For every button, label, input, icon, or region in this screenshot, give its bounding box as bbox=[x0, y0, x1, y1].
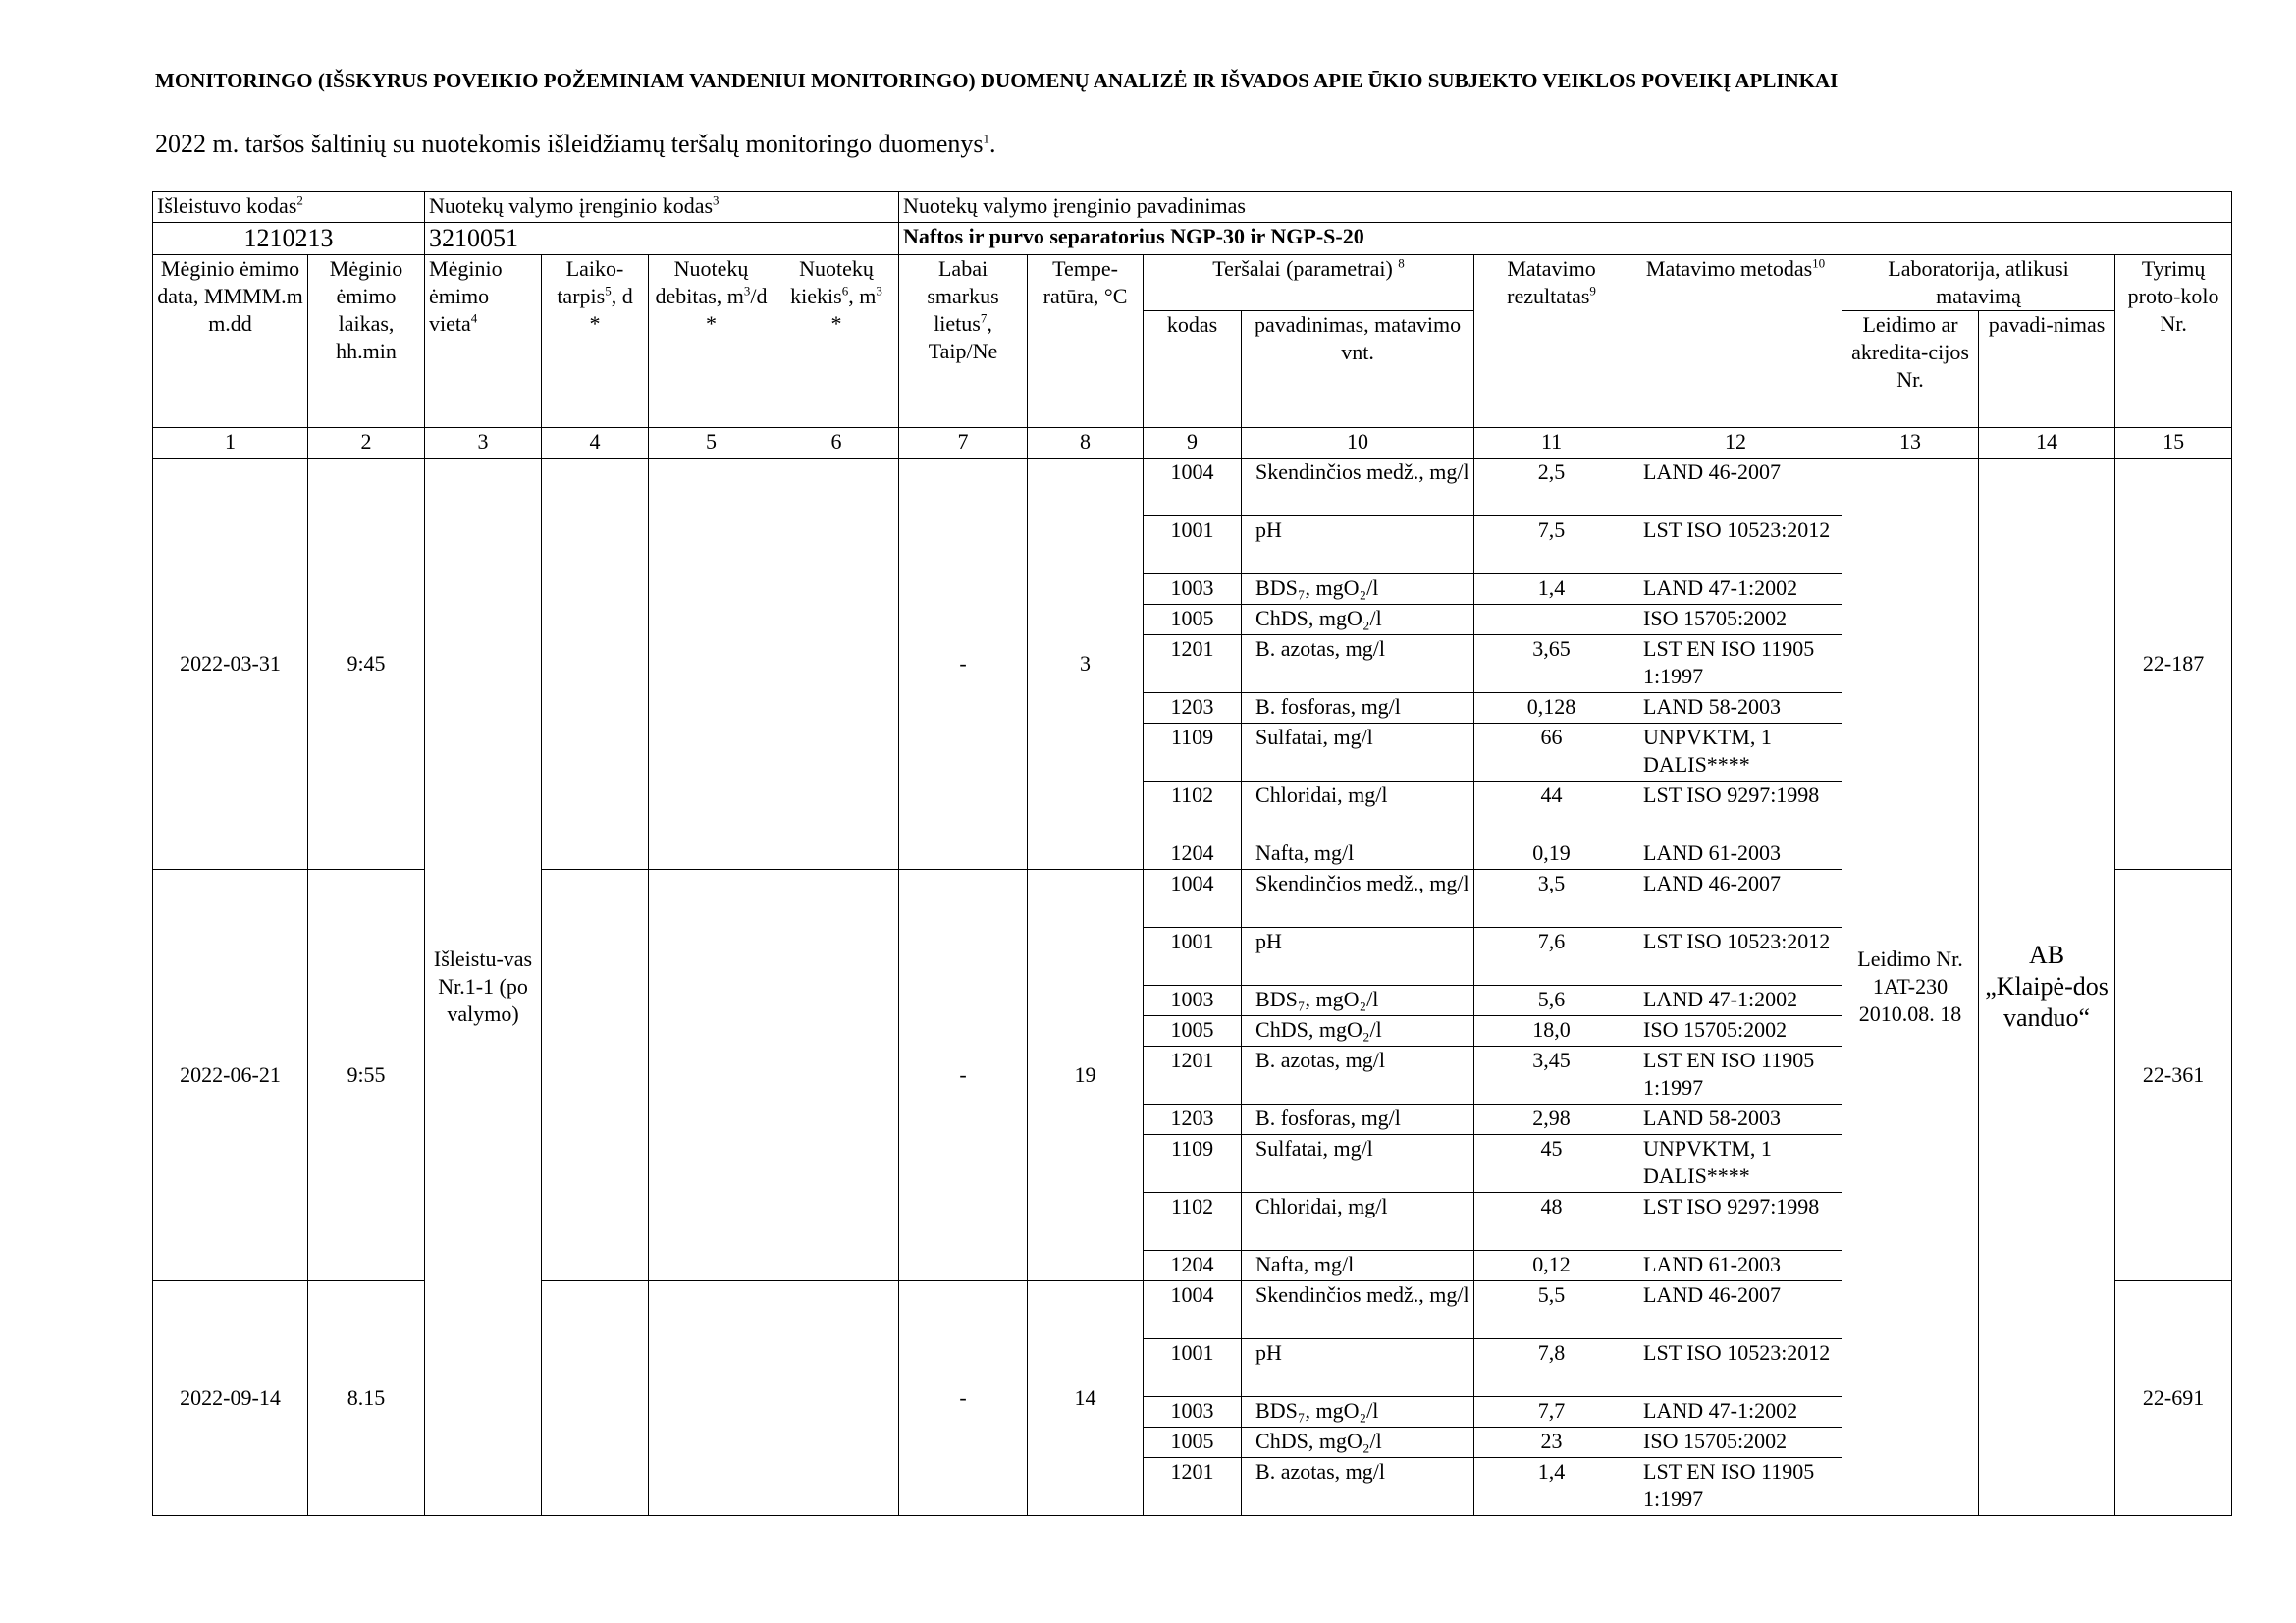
pollutant-code: 1005 bbox=[1144, 605, 1242, 635]
measurement-method: LST EN ISO 11905 1:1997 bbox=[1629, 1047, 1842, 1105]
sample-date: 2022-09-14 bbox=[153, 1281, 308, 1516]
pollutant-code: 1109 bbox=[1144, 724, 1242, 782]
pollutant-code: 1203 bbox=[1144, 693, 1242, 724]
pollutant-name: B. azotas, mg/l bbox=[1242, 1047, 1474, 1105]
pollutant-code: 1003 bbox=[1144, 986, 1242, 1016]
pollutant-code: 1201 bbox=[1144, 1047, 1242, 1105]
header-lab-group: Laboratorija, atlikusi matavimą bbox=[1842, 255, 2115, 311]
amount-cell bbox=[774, 870, 899, 1281]
measurement-method: LAND 46-2007 bbox=[1629, 459, 1842, 516]
pollutant-code: 1003 bbox=[1144, 1397, 1242, 1428]
pollutant-name: ChDS, mgO₂/l bbox=[1242, 1016, 1474, 1047]
column-number-cell: 8 bbox=[1028, 428, 1144, 459]
measurement-method: LST ISO 9297:1998 bbox=[1629, 1193, 1842, 1251]
header-row bbox=[153, 255, 2232, 311]
pollutant-code: 1102 bbox=[1144, 1193, 1242, 1251]
header-method: Matavimo metodas$^{10}$ bbox=[1629, 255, 1842, 428]
measurement-method: LST ISO 10523:2012 bbox=[1629, 1339, 1842, 1397]
pollutant-name: BDS₇, mgO₂/l bbox=[1242, 574, 1474, 605]
header-amount: Nuotekų kiekis$^6$, $m^3$ * bbox=[774, 255, 899, 428]
measurement-method: LAND 47-1:2002 bbox=[1629, 574, 1842, 605]
column-number-cell: 9 bbox=[1144, 428, 1242, 459]
measurement-method: LST ISO 9297:1998 bbox=[1629, 782, 1842, 839]
measurement-method: LST ISO 10523:2012 bbox=[1629, 516, 1842, 574]
measurement-result: 48 bbox=[1474, 1193, 1629, 1251]
heavy-rain: - bbox=[899, 870, 1028, 1281]
pollutant-name: Chloridai, mg/l bbox=[1242, 1193, 1474, 1251]
measurement-result: 2,98 bbox=[1474, 1105, 1629, 1135]
lab-permit: Leidimo Nr. 1AT-230 2010.08. 18 bbox=[1842, 459, 1979, 1516]
measurement-method: LST ISO 10523:2012 bbox=[1629, 928, 1842, 986]
measurement-method: LAND 61-2003 bbox=[1629, 839, 1842, 870]
measurement-method: ISO 15705:2002 bbox=[1629, 605, 1842, 635]
pollutant-name: Skendinčios medž., mg/l bbox=[1242, 459, 1474, 516]
plant-code: 3210051 bbox=[425, 223, 899, 255]
protocol-number: 22-361 bbox=[2115, 870, 2232, 1281]
measurement-result: 7,7 bbox=[1474, 1397, 1629, 1428]
column-number-row bbox=[153, 428, 2232, 459]
meta-value-row bbox=[153, 223, 2232, 255]
pollutant-name: B. fosforas, mg/l bbox=[1242, 1105, 1474, 1135]
sample-date: 2022-03-31 bbox=[153, 459, 308, 870]
temperature: 14 bbox=[1028, 1281, 1144, 1516]
column-number-cell: 3 bbox=[425, 428, 542, 459]
header-protocol: Tyrimų proto-kolo Nr. bbox=[2115, 255, 2232, 428]
measurement-result: 44 bbox=[1474, 782, 1629, 839]
pollutant-name: ChDS, mgO₂/l bbox=[1242, 605, 1474, 635]
sample-time: 9:55 bbox=[308, 870, 425, 1281]
measurement-result: 3,5 bbox=[1474, 870, 1629, 928]
table-row bbox=[153, 459, 2232, 516]
pollutant-name: Nafta, mg/l bbox=[1242, 839, 1474, 870]
measurement-result: 3,45 bbox=[1474, 1047, 1629, 1105]
document-heading: MONITORINGO (IŠSKYRUS POVEIKIO POŽEMINIAM VANDENIUI MONITORINGO) DUOMENŲ ANALIZĖ IR IŠVADOS APIE ŪKIO SUBJEKTO VEIKLOS POVEIKĮ APLINKAI bbox=[155, 69, 1839, 92]
meta-label-row bbox=[153, 192, 2232, 223]
pollutant-code: 1201 bbox=[1144, 635, 1242, 693]
pollutant-code: 1001 bbox=[1144, 928, 1242, 986]
sample-time: 8.15 bbox=[308, 1281, 425, 1516]
measurement-method: LAND 46-2007 bbox=[1629, 870, 1842, 928]
measurement-result: 7,6 bbox=[1474, 928, 1629, 986]
pollutant-name: Chloridai, mg/l bbox=[1242, 782, 1474, 839]
measurement-result: 66 bbox=[1474, 724, 1629, 782]
monitoring-table bbox=[152, 191, 2232, 1516]
pollutant-name: BDS₇, mgO₂/l bbox=[1242, 1397, 1474, 1428]
column-number-cell: 13 bbox=[1842, 428, 1979, 459]
sample-date: 2022-06-21 bbox=[153, 870, 308, 1281]
pollutant-code: 1204 bbox=[1144, 1251, 1242, 1281]
measurement-method: LAND 46-2007 bbox=[1629, 1281, 1842, 1339]
header-heavy-rain: Labai smarkus lietus$^7$, Taip/Ne bbox=[899, 255, 1028, 428]
pollutant-code: 1109 bbox=[1144, 1135, 1242, 1193]
pollutant-name: Skendinčios medž., mg/l bbox=[1242, 1281, 1474, 1339]
column-number-cell: 11 bbox=[1474, 428, 1629, 459]
flow-rate-cell bbox=[649, 870, 774, 1281]
header-result: Matavimo rezultatas$^9$ bbox=[1474, 255, 1629, 428]
pollutant-code: 1203 bbox=[1144, 1105, 1242, 1135]
protocol-number: 22-187 bbox=[2115, 459, 2232, 870]
protocol-number: 22-691 bbox=[2115, 1281, 2232, 1516]
measurement-result: 7,5 bbox=[1474, 516, 1629, 574]
measurement-result: 18,0 bbox=[1474, 1016, 1629, 1047]
pollutant-code: 1201 bbox=[1144, 1458, 1242, 1516]
sample-place: Išleistu-vas Nr.1-1 (po valymo) bbox=[425, 459, 542, 1516]
measurement-result: 5,5 bbox=[1474, 1281, 1629, 1339]
temperature: 19 bbox=[1028, 870, 1144, 1281]
temperature: 3 bbox=[1028, 459, 1144, 870]
measurement-result: 3,65 bbox=[1474, 635, 1629, 693]
measurement-method: LAND 47-1:2002 bbox=[1629, 1397, 1842, 1428]
sample-time: 9:45 bbox=[308, 459, 425, 870]
measurement-method: ISO 15705:2002 bbox=[1629, 1016, 1842, 1047]
header-permit: Leidimo ar akredita-cijos Nr. bbox=[1842, 311, 1979, 428]
pollutant-code: 1003 bbox=[1144, 574, 1242, 605]
measurement-result: 45 bbox=[1474, 1135, 1629, 1193]
header-pollutant-name: pavadinimas, matavimo vnt. bbox=[1242, 311, 1474, 428]
pollutant-name: Sulfatai, mg/l bbox=[1242, 724, 1474, 782]
column-number-cell: 10 bbox=[1242, 428, 1474, 459]
header-sample-time: Mėginio ėmimo laikas, hh.min bbox=[308, 255, 425, 428]
pollutant-name: ChDS, mgO₂/l bbox=[1242, 1428, 1474, 1458]
measurement-method: LST EN ISO 11905 1:1997 bbox=[1629, 1458, 1842, 1516]
lab-name: AB „Klaipė-dos vanduo“ bbox=[1979, 459, 2115, 1516]
pollutant-code: 1005 bbox=[1144, 1428, 1242, 1458]
measurement-result: 0,128 bbox=[1474, 693, 1629, 724]
column-number-cell: 5 bbox=[649, 428, 774, 459]
measurement-method: LAND 47-1:2002 bbox=[1629, 986, 1842, 1016]
pollutant-name: pH bbox=[1242, 928, 1474, 986]
subtitle-footnote: 1 bbox=[983, 131, 989, 146]
pollutant-code: 1004 bbox=[1144, 870, 1242, 928]
measurement-result: 5,6 bbox=[1474, 986, 1629, 1016]
measurement-method: UNPVKTM, 1 DALIS**** bbox=[1629, 1135, 1842, 1193]
header-temperature: Tempe-ratūra, °C bbox=[1028, 255, 1144, 428]
amount-cell bbox=[774, 459, 899, 870]
pollutant-code: 1005 bbox=[1144, 1016, 1242, 1047]
pollutant-code: 1204 bbox=[1144, 839, 1242, 870]
pollutant-name: B. azotas, mg/l bbox=[1242, 635, 1474, 693]
flow-rate-cell bbox=[649, 459, 774, 870]
pollutant-name: B. azotas, mg/l bbox=[1242, 1458, 1474, 1516]
subtitle-text: 2022 m. taršos šaltinių su nuotekomis išleidžiamų teršalų monitoringo duomenys bbox=[155, 130, 984, 158]
column-number-cell: 14 bbox=[1979, 428, 2115, 459]
measurement-result: 1,4 bbox=[1474, 1458, 1629, 1516]
header-lab-name: pavadi-nimas bbox=[1979, 311, 2115, 428]
column-number-cell: 4 bbox=[542, 428, 649, 459]
measurement-method: LST EN ISO 11905 1:1997 bbox=[1629, 635, 1842, 693]
measurement-result: 23 bbox=[1474, 1428, 1629, 1458]
pollutant-code: 1001 bbox=[1144, 516, 1242, 574]
measurement-method: LAND 61-2003 bbox=[1629, 1251, 1842, 1281]
header-code: kodas bbox=[1144, 311, 1242, 428]
measurement-result: 0,19 bbox=[1474, 839, 1629, 870]
column-number-cell: 6 bbox=[774, 428, 899, 459]
pollutant-name: pH bbox=[1242, 516, 1474, 574]
column-number-cell: 7 bbox=[899, 428, 1028, 459]
plant-code-label: Nuotekų valymo įrenginio kodas$^3$ bbox=[425, 192, 899, 223]
period-cell bbox=[542, 459, 649, 870]
plant-name-label: Nuotekų valymo įrenginio pavadinimas bbox=[899, 192, 2232, 223]
measurement-method: LAND 58-2003 bbox=[1629, 1105, 1842, 1135]
period-cell bbox=[542, 870, 649, 1281]
document-subtitle: 2022 m. taršos šaltinių su nuotekomis išleidžiamų teršalų monitoringo duomenys$^1$. bbox=[155, 130, 996, 158]
plant-name: Naftos ir purvo separatorius NGP-30 ir NGP-S-20 bbox=[899, 223, 2232, 255]
pollutant-name: Skendinčios medž., mg/l bbox=[1242, 870, 1474, 928]
heavy-rain: - bbox=[899, 459, 1028, 870]
header-flow-rate: Nuotekų debitas, $m^3/d$ * bbox=[649, 255, 774, 428]
header-pollutants-group: Teršalai (parametrai) $^8$ bbox=[1144, 255, 1474, 311]
pollutant-name: Nafta, mg/l bbox=[1242, 1251, 1474, 1281]
measurement-result: 1,4 bbox=[1474, 574, 1629, 605]
measurement-result bbox=[1474, 605, 1629, 635]
measurement-method: UNPVKTM, 1 DALIS**** bbox=[1629, 724, 1842, 782]
outlet-code: 1210213 bbox=[153, 223, 425, 255]
column-number-cell: 2 bbox=[308, 428, 425, 459]
pollutant-name: pH bbox=[1242, 1339, 1474, 1397]
pollutant-code: 1004 bbox=[1144, 1281, 1242, 1339]
measurement-result: 2,5 bbox=[1474, 459, 1629, 516]
amount-cell bbox=[774, 1281, 899, 1516]
header-sample-place: Mėginio ėmimo vieta$^4$ bbox=[425, 255, 542, 428]
pollutant-name: BDS₇, mgO₂/l bbox=[1242, 986, 1474, 1016]
column-number-cell: 1 bbox=[153, 428, 308, 459]
flow-rate-cell bbox=[649, 1281, 774, 1516]
header-period: Laiko-tarpis$^5$, d * bbox=[542, 255, 649, 428]
heavy-rain: - bbox=[899, 1281, 1028, 1516]
pollutant-code: 1001 bbox=[1144, 1339, 1242, 1397]
measurement-result: 7,8 bbox=[1474, 1339, 1629, 1397]
period-cell bbox=[542, 1281, 649, 1516]
measurement-method: ISO 15705:2002 bbox=[1629, 1428, 1842, 1458]
column-number-cell: 12 bbox=[1629, 428, 1842, 459]
measurement-result: 0,12 bbox=[1474, 1251, 1629, 1281]
pollutant-code: 1004 bbox=[1144, 459, 1242, 516]
column-number-cell: 15 bbox=[2115, 428, 2232, 459]
measurement-method: LAND 58-2003 bbox=[1629, 693, 1842, 724]
pollutant-name: Sulfatai, mg/l bbox=[1242, 1135, 1474, 1193]
pollutant-code: 1102 bbox=[1144, 782, 1242, 839]
pollutant-name: B. fosforas, mg/l bbox=[1242, 693, 1474, 724]
outlet-code-label: Išleistuvo kodas$^2$ bbox=[153, 192, 425, 223]
header-sample-date: Mėginio ėmimo data, MMMM.m m.dd bbox=[153, 255, 308, 428]
